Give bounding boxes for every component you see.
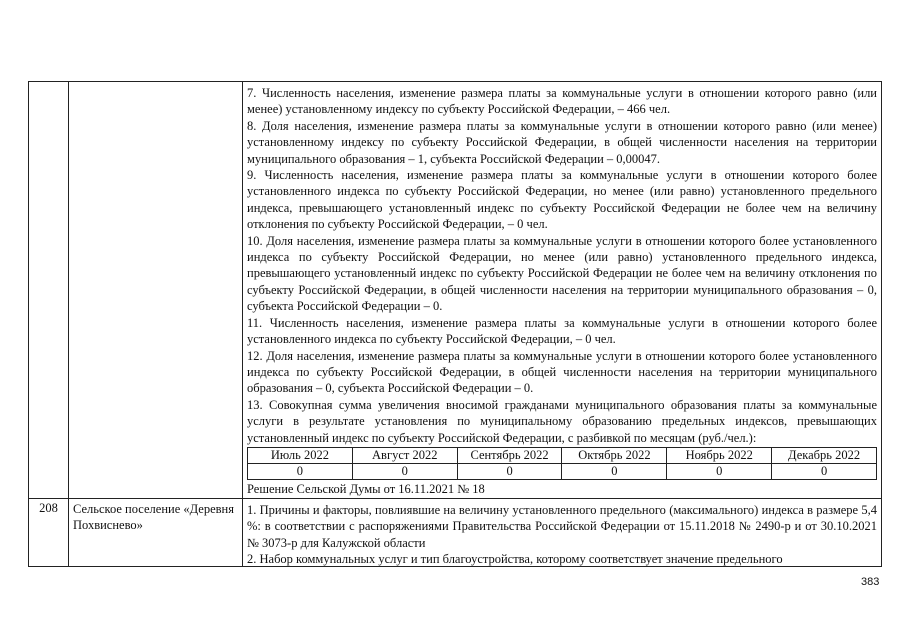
paragraph-13: 13. Совокупная сумма увеличения вносимой гражданами муниципального образования платы за коммунальные услуги в результате установления по муниципальному образованию предельных индексов, превышающих установленный индекс по субъекту Российской Федерации, с разбивкой по месяцам (руб./чел.): bbox=[247, 397, 877, 445]
month-header: Декабрь 2022 bbox=[772, 447, 877, 463]
paragraph-2-clip bbox=[247, 551, 877, 566]
row-content bbox=[243, 498, 882, 566]
paragraph-10: 10. Доля населения, изменение размера платы за коммунальные услуги в отношении которого более установленного индекса по субъекту Российской Федерации, но менее (или равно) установленного предельного индекса, превышающего установленный индекс по субъекту Российской Федерации не более чем на величину отклонения по субъекту Российской Федерации, в общей численности населения на территории муниципального образования – 0, субъекта Российской Федерации – 0. bbox=[247, 233, 877, 314]
row-content bbox=[243, 82, 882, 499]
month-value: 0 bbox=[562, 463, 667, 479]
paragraph-7: 7. Численность населения, изменение размера платы за коммунальные услуги в отношении которого равно (или менее) установленному индексу по субъекту Российской Федерации, – 466 чел. bbox=[247, 86, 877, 117]
month-value: 0 bbox=[772, 463, 877, 479]
table-row bbox=[29, 82, 882, 499]
month-value: 0 bbox=[248, 463, 353, 479]
paragraph-1: 1. Причины и факторы, повлиявшие на величину установленного предельного (максимального) индекса в размере 5,4 %: в соответствии с распоряжениями Правительства Российской Федерации от 15.11.2018 № 2490-р и от 30.10.2021 № 3073-р для Калужской области bbox=[247, 502, 877, 550]
month-header: Июль 2022 bbox=[248, 447, 353, 463]
table-row bbox=[29, 498, 882, 566]
municipality-name bbox=[69, 82, 243, 499]
monthly-increase-table bbox=[247, 447, 877, 480]
month-header: Август 2022 bbox=[352, 447, 457, 463]
paragraph-8: 8. Доля населения, изменение размера платы за коммунальные услуги в отношении которого равно (или менее) установленному индексу по субъекту Российской Федерации, в общей численности населения на территории муниципального образования – 1, субъекта Российской Федерации – 0,00047. bbox=[247, 118, 877, 166]
paragraph-2: 2. Набор коммунальных услуг и тип благоустройства, которому соответствует значение предельного bbox=[247, 552, 783, 567]
month-value: 0 bbox=[667, 463, 772, 479]
paragraph-11: 11. Численность населения, изменение размера платы за коммунальные услуги в отношении которого более установленного индекса по субъекту Российской Федерации, – 0 чел. bbox=[247, 315, 877, 347]
decision-reference: Решение Сельской Думы от 16.11.2021 № 18 bbox=[247, 481, 485, 496]
months-header-row bbox=[248, 447, 877, 463]
paragraph-12: 12. Доля населения, изменение размера платы за коммунальные услуги в отношении которого более установленного индекса по субъекту Российской Федерации, в общей численности населения на территории муниципального образования – 0, субъекта Российской Федерации – 0. bbox=[247, 348, 877, 396]
month-header: Октябрь 2022 bbox=[562, 447, 667, 463]
municipality-name: Сельское поселение «Деревня Похвиснево» bbox=[69, 498, 243, 566]
row-number: 208 bbox=[29, 498, 69, 566]
page-number: 383 bbox=[861, 576, 880, 588]
month-value: 0 bbox=[457, 463, 562, 479]
months-value-row bbox=[248, 463, 877, 479]
month-header: Ноябрь 2022 bbox=[667, 447, 772, 463]
row-number bbox=[29, 82, 69, 499]
municipal-index-table bbox=[28, 81, 882, 567]
month-header: Сентябрь 2022 bbox=[457, 447, 562, 463]
month-value: 0 bbox=[352, 463, 457, 479]
paragraph-9: 9. Численность населения, изменение размера платы за коммунальные услуги в отношении которого более установленного индекса по субъекту Российской Федерации, но менее (или равно) установленного предельного индекса, превышающего установленный индекс по субъекту Российской Федерации не более чем на величину отклонения по субъекту Российской Федерации, – 0 чел. bbox=[247, 168, 877, 232]
